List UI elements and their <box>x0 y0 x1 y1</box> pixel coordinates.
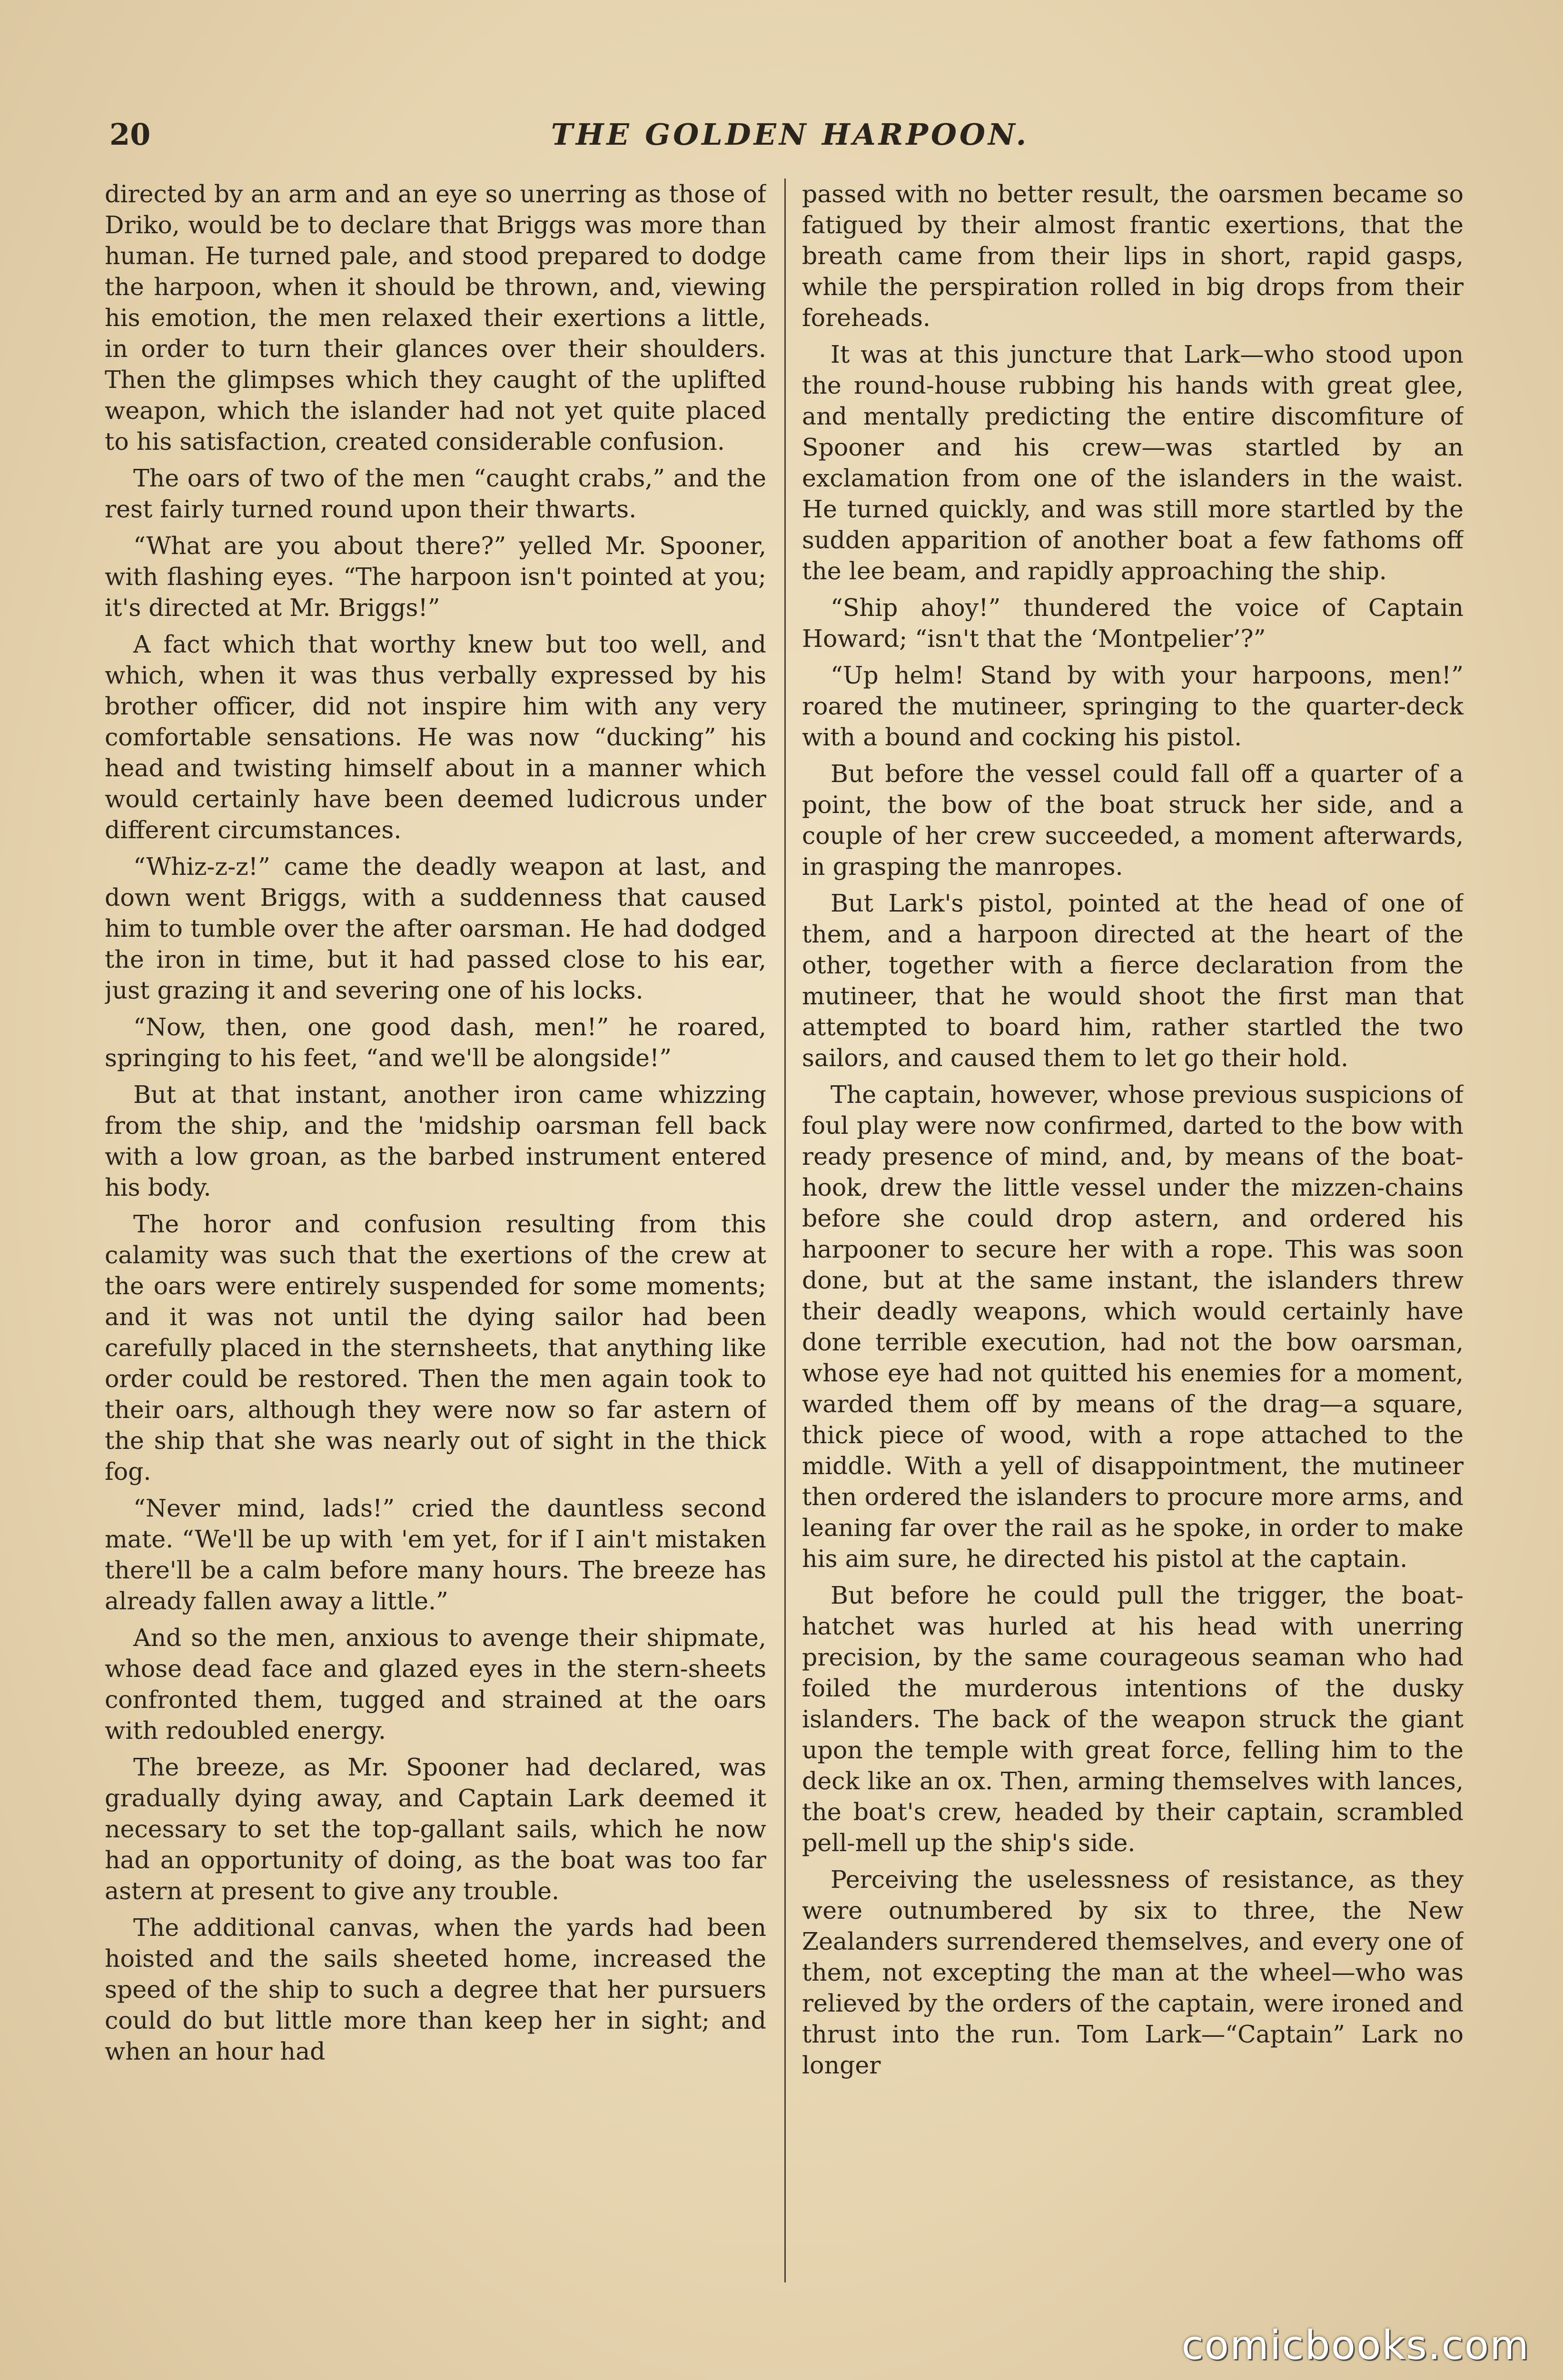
paragraph: The breeze, as Mr. Spooner had declared, was gradually dying away, and Captain Lark deemed it necessary to set the top-gallant sails, which he now had an opportunity of doing, as the boat was too far astern at present to give any trouble. <box>105 1753 766 1905</box>
paragraph: “Now, then, one good dash, men!” he roared, springing to his feet, “and we'll be alongside!” <box>105 1013 766 1072</box>
paragraph: And so the men, anxious to avenge their shipmate, whose dead face and glazed eyes in the stern-sheets confronted them, tugged and strained at the oars with redoubled energy. <box>105 1624 766 1745</box>
paragraph: “Ship ahoy!” thundered the voice of Captain Howard; “isn't that the ‘Montpelier’?” <box>802 594 1464 653</box>
running-header <box>109 109 1471 161</box>
paragraph: The captain, however, whose previous suspicions of foul play were now confirmed, darted to the bow with ready presence of mind, and, by means of the boat-hook, drew the little vessel under the mizzen-chains before she could drop astern, and ordered his harpooner to secure her with a rope. This was soon done, but at the same instant, the islanders threw their deadly weapons, which would certainly have done terrible execution, had not the bow oarsman, whose eye had not quitted his enemies for a moment, warded them off by means of the drag—a square, thick piece of wood, with a rope attached to the middle. With a yell of disappointment, the mutineer then ordered the islanders to procure more arms, and leaning far over the rail as he spoke, in order to make his aim sure, he directed his pistol at the captain. <box>802 1081 1464 1573</box>
paragraph: “What are you about there?” yelled Mr. Spooner, with flashing eyes. “The harpoon isn't pointed at you; it's directed at Mr. Briggs!” <box>105 532 766 622</box>
watermark: comicbooks.com <box>1181 2322 1530 2369</box>
running-title: THE GOLDEN HARPOON. <box>551 117 1029 152</box>
paragraph: “Never mind, lads!” cried the dauntless second mate. “We'll be up with 'em yet, for if I ain't mistaken there'll be a calm before many hours. The breeze has already fallen away a little.” <box>105 1494 766 1615</box>
paragraph: The oars of two of the men “caught crabs,” and the rest fairly turned round upon their thwarts. <box>105 464 766 523</box>
text-columns <box>105 178 1466 2282</box>
paragraph: The additional canvas, when the yards had been hoisted and the sails sheeted home, increased the speed of the ship to such a degree that her pursuers could do but little more than keep her in sight; and when an hour had <box>105 1914 766 2065</box>
paragraph: But at that instant, another iron came whizzing from the ship, and the 'midship oarsman fell back with a low groan, as the barbed instrument entered his body. <box>105 1081 766 1201</box>
paragraph: Perceiving the uselessness of resistance, as they were outnumbered by six to three, the New Zealanders surrendered themselves, and every one of them, not excepting the man at the wheel—who was relieved by the orders of the captain, were ironed and thrust into the run. Tom Lark—“Captain” Lark no longer <box>802 1865 1464 2079</box>
paragraph: directed by an arm and an eye so unerring as those of Driko, would be to declare that Briggs was more than human. He turned pale, and stood prepared to dodge the harpoon, when it should be thrown, and, viewing his emotion, the men relaxed their exertions a little, in order to turn their glances over their shoulders. Then the glimpses which they caught of the uplifted weapon, which the islander had not yet quite placed to his satisfaction, created considerable confusion. <box>105 180 766 456</box>
page-number: 20 <box>109 117 151 152</box>
paragraph: “Up helm! Stand by with your harpoons, men!” roared the mutineer, springing to the quarter-deck with a bound and cocking his pistol. <box>802 661 1464 751</box>
paragraph: The horor and confusion resulting from this calamity was such that the exertions of the crew at the oars were entirely suspended for some moments; and it was not until the dying sailor had been carefully placed in the sternsheets, that anything like order could be restored. Then the men again took to their oars, although they were now so far astern of the ship that she was nearly out of sight in the thick fog. <box>105 1210 766 1486</box>
paragraph: But before the vessel could fall off a quarter of a point, the bow of the boat struck her side, and a couple of her crew succeeded, a moment afterwards, in grasping the manropes. <box>802 760 1464 881</box>
column-divider <box>784 178 786 2282</box>
right-column <box>802 178 1464 2282</box>
paragraph: It was at this juncture that Lark—who stood upon the round-house rubbing his hands with great glee, and mentally predicting the entire discomfiture of Spooner and his crew—was startled by an exclamation from one of the islanders in the waist. He turned quickly, and was still more startled by the sudden apparition of another boat a few fathoms off the lee beam, and rapidly approaching the ship. <box>802 340 1464 585</box>
paragraph: A fact which that worthy knew but too well, and which, when it was thus verbally expressed by his brother officer, did not inspire him with any very comfortable sensations. He was now “ducking” his head and twisting himself about in a manner which would certainly have been deemed ludicrous under different circumstances. <box>105 630 766 844</box>
paragraph: But before he could pull the trigger, the boat-hatchet was hurled at his head with unerring precision, by the same courageous seaman who had foiled the murderous intentions of the dusky islanders. The back of the weapon struck the giant upon the temple with great force, felling him to the deck like an ox. Then, arming themselves with lances, the boat's crew, headed by their captain, scrambled pell-mell up the ship's side. <box>802 1581 1464 1857</box>
paragraph: passed with no better result, the oarsmen became so fatigued by their almost frantic exertions, that the breath came from their lips in short, rapid gasps, while the perspiration rolled in big drops from their foreheads. <box>802 180 1464 332</box>
paragraph: “Whiz-z-z!” came the deadly weapon at last, and down went Briggs, with a suddenness that caused him to tumble over the after oarsman. He had dodged the iron in time, but it had passed close to his ear, just grazing it and severing one of his locks. <box>105 853 766 1004</box>
paragraph: But Lark's pistol, pointed at the head of one of them, and a harpoon directed at the heart of the other, together with a fierce declaration from the mutineer, that he would shoot the first man that attempted to board him, rather startled the two sailors, and caused them to let go their hold. <box>802 889 1464 1072</box>
left-column <box>105 178 766 2282</box>
